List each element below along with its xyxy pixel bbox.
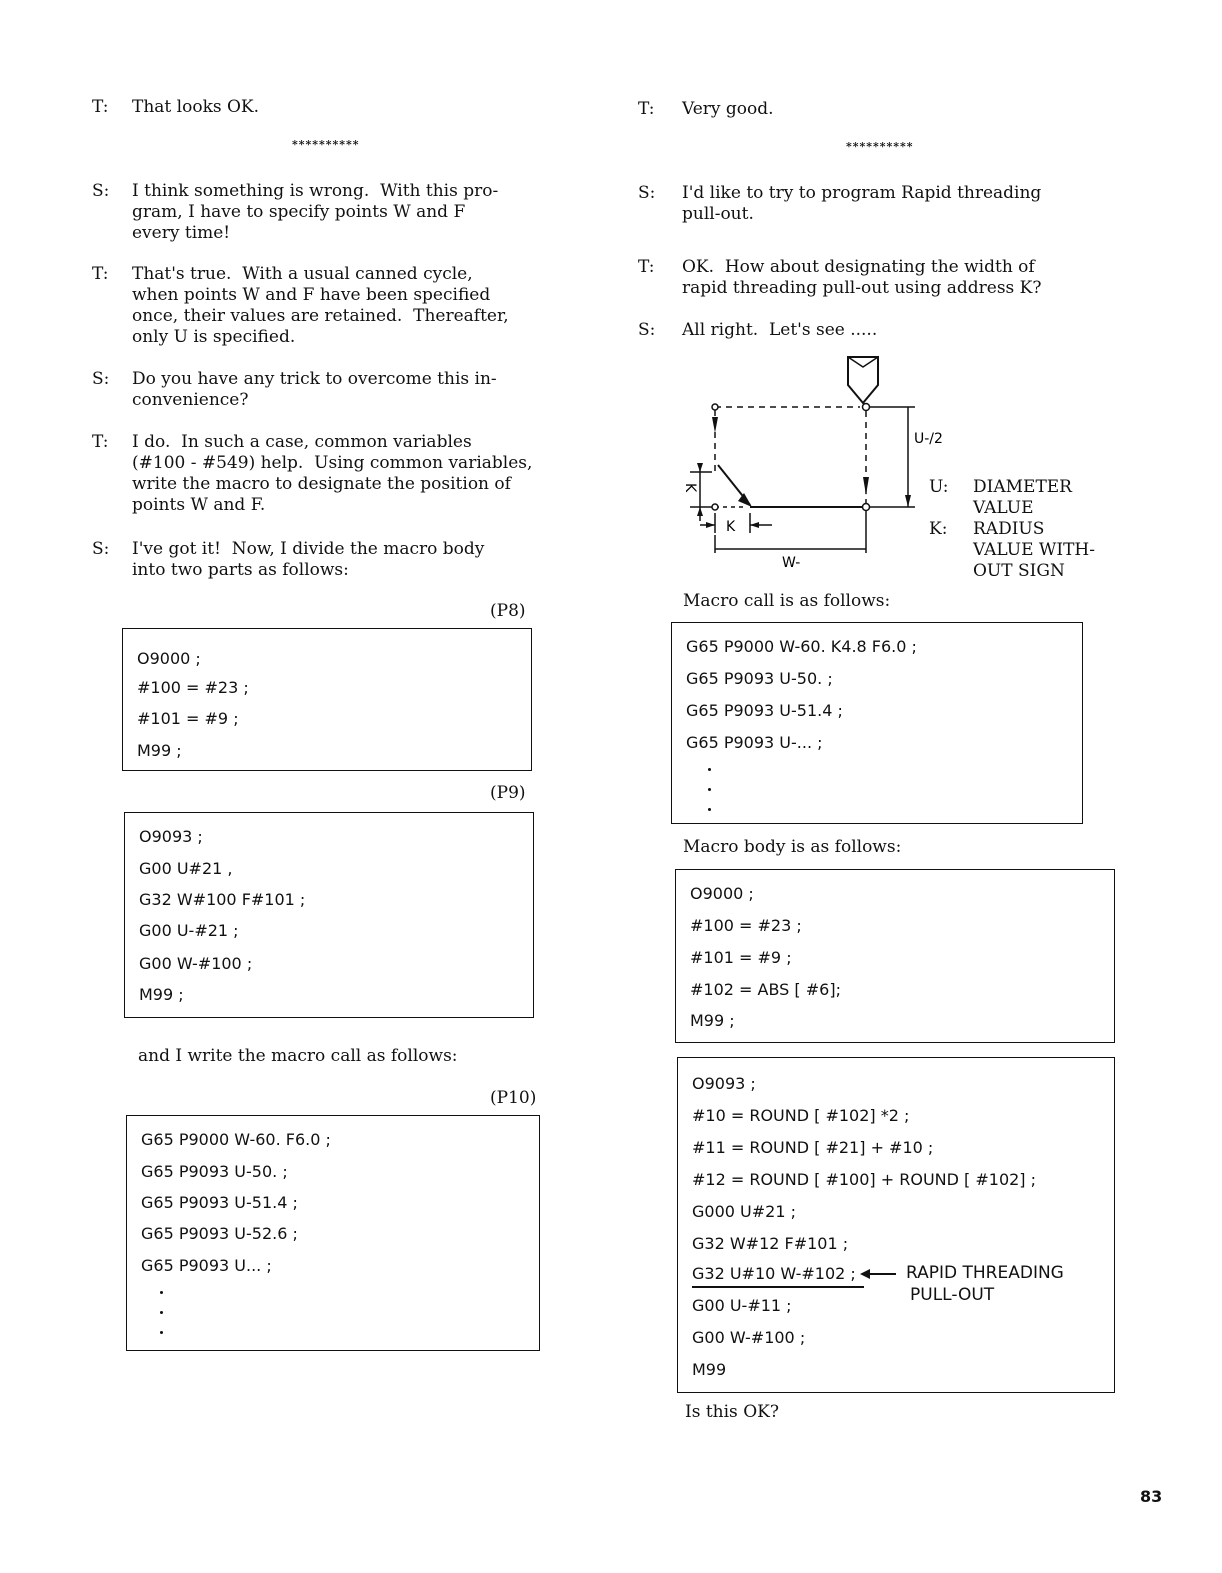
text-line: All right. Let's see .....: [682, 320, 878, 340]
code-line: G00 U-#21 ;: [139, 921, 239, 940]
legend-line: VALUE: [973, 498, 1034, 518]
code-line: G65 P9000 W-60. F6.0 ;: [141, 1130, 331, 1149]
code-line: G65 P9093 U-50. ;: [141, 1162, 288, 1181]
ellipsis-dot: [708, 808, 711, 811]
u-half-label: U-/2: [914, 431, 943, 447]
legend-k-key: K:: [929, 519, 948, 539]
dialog-text: [682, 183, 1041, 225]
text-line: I do. In such a case, common variables: [132, 432, 472, 452]
code-box-p10: [126, 1115, 540, 1351]
code-line: O9093 ;: [692, 1074, 756, 1093]
text-line: points W and F.: [132, 495, 266, 515]
program-label-p8: (P8): [490, 601, 526, 621]
speaker-label: S:: [92, 369, 110, 389]
corner-point: [712, 504, 718, 510]
code-line: G00 W-#100 ;: [139, 954, 253, 973]
dialog-text: [132, 181, 498, 244]
program-label-p10: (P10): [490, 1088, 537, 1108]
text-line: OK. How about designating the width of: [682, 257, 1035, 277]
speaker-label: T:: [638, 257, 655, 277]
legend-line: OUT SIGN: [973, 561, 1065, 581]
arrow-left-icon: [858, 1264, 898, 1284]
dialog-text: [132, 369, 497, 411]
code-line: O9000 ;: [137, 649, 201, 668]
text-line: I've got it! Now, I divide the macro body: [132, 539, 485, 559]
text-line: Do you have any trick to overcome this in-: [132, 369, 497, 389]
text-line: write the macro to designate the position of: [132, 474, 511, 494]
text-line: Is this OK?: [685, 1402, 779, 1422]
code-line-highlighted: G32 U#10 W-#102 ;: [692, 1264, 856, 1283]
speaker-label: T:: [638, 99, 655, 119]
text-line: Very good.: [682, 99, 774, 119]
ellipsis-dot: [708, 788, 711, 791]
ellipsis-dot: [708, 768, 711, 771]
page-number: 83: [1140, 1487, 1163, 1506]
legend-k-text: [973, 519, 1095, 582]
macro-call-intro: [683, 591, 890, 612]
annotation-line: PULL-OUT: [910, 1285, 995, 1305]
ellipsis-dot: [160, 1331, 163, 1334]
dialog-text: [132, 432, 532, 516]
body-paragraph: [138, 1046, 458, 1067]
dialog-text: [132, 264, 509, 348]
code-box-body-o9000: [675, 869, 1115, 1043]
text-line: only U is specified.: [132, 327, 296, 347]
speaker-label: S:: [92, 539, 110, 559]
arrow-down-icon: [863, 477, 869, 495]
code-line: G65 P9093 U... ;: [141, 1256, 272, 1275]
w-label: W-: [782, 555, 801, 571]
code-line: G00 U-#11 ;: [692, 1296, 792, 1315]
legend-line: VALUE WITH-: [973, 540, 1095, 560]
code-line: #100 = #23 ;: [137, 678, 249, 697]
code-line: #101 = #9 ;: [137, 709, 239, 728]
rapid-threading-annotation: [906, 1262, 1064, 1306]
code-box-macro-call: [671, 622, 1083, 824]
code-line: G65 P9093 U-52.6 ;: [141, 1224, 298, 1243]
speaker-label: S:: [638, 183, 656, 203]
code-line: M99: [692, 1360, 727, 1379]
code-line: G000 U#21 ;: [692, 1202, 796, 1221]
code-line: G32 W#100 F#101 ;: [139, 890, 306, 909]
text-line: I'd like to try to program Rapid threading: [682, 183, 1042, 203]
dialog-text: [132, 97, 259, 118]
cutting-tool-icon: [848, 357, 878, 403]
code-line: G65 P9093 U-51.4 ;: [686, 701, 843, 720]
code-line: G65 P9093 U-... ;: [686, 733, 823, 752]
code-line: #100 = #23 ;: [690, 916, 802, 935]
code-line: M99 ;: [137, 741, 182, 760]
text-line: That's true. With a usual canned cycle,: [132, 264, 473, 284]
text-line: convenience?: [132, 390, 249, 410]
text-line: into two parts as follows:: [132, 560, 349, 580]
code-line: G65 P9000 W-60. K4.8 F6.0 ;: [686, 637, 917, 656]
text-line: gram, I have to specify points W and F: [132, 202, 466, 222]
dialog-text: [682, 257, 1042, 299]
annotation-line: RAPID THREADING: [906, 1263, 1064, 1283]
start-point: [712, 404, 718, 410]
text-line: I think something is wrong. With this pro-: [132, 181, 499, 201]
arrow-down-icon: [697, 463, 703, 472]
speaker-label: S:: [638, 320, 656, 340]
text-line: when points W and F have been specified: [132, 285, 491, 305]
arrow-left-icon: [750, 522, 759, 528]
code-line: O9093 ;: [139, 827, 203, 846]
dialog-text: [132, 539, 484, 581]
section-separator: **********: [292, 138, 360, 151]
closing-question: [685, 1402, 779, 1423]
code-box-p9: [124, 812, 534, 1018]
code-box-body-o9093: [677, 1057, 1115, 1393]
code-line: #12 = ROUND [ #100] + ROUND [ #102] ;: [692, 1170, 1037, 1189]
speaker-label: T:: [92, 432, 109, 452]
text-line: Macro call is as follows:: [683, 591, 891, 611]
arrow-down-icon: [905, 495, 911, 507]
dialog-text: [682, 320, 877, 341]
legend-u-key: U:: [929, 477, 949, 497]
ellipsis-dot: [160, 1291, 163, 1294]
k-vertical-label: K: [682, 483, 698, 493]
macro-body-intro: [683, 837, 901, 858]
text-line: That looks OK.: [132, 97, 260, 117]
legend-line: DIAMETER: [973, 477, 1072, 497]
program-label-p9: (P9): [490, 783, 526, 803]
arrow-up-icon: [697, 507, 703, 516]
tool-point: [863, 404, 870, 411]
text-line: every time!: [132, 223, 231, 243]
dialog-text: [682, 99, 774, 120]
arrow-right-icon: [706, 522, 715, 528]
arrow-down-icon: [712, 417, 718, 433]
speaker-label: S:: [92, 181, 110, 201]
text-line: and I write the macro call as follows:: [138, 1046, 458, 1066]
underline: [692, 1286, 864, 1288]
code-line: G00 U#21 ,: [139, 859, 233, 878]
text-line: rapid threading pull-out using address K?: [682, 278, 1042, 298]
legend-line: RADIUS: [973, 519, 1045, 539]
text-line: pull-out.: [682, 204, 754, 224]
code-line: #101 = #9 ;: [690, 948, 792, 967]
code-line: #102 = ABS [ #6];: [690, 980, 841, 999]
threading-pullout-diagram: [670, 345, 943, 575]
code-line: G00 W-#100 ;: [692, 1328, 806, 1347]
k-label: K: [726, 519, 736, 535]
legend-u-text: [973, 477, 1072, 519]
ellipsis-dot: [160, 1311, 163, 1314]
section-separator: **********: [846, 140, 914, 153]
code-line: M99 ;: [690, 1011, 735, 1030]
code-box-p8: [122, 628, 532, 771]
code-line: G65 P9093 U-51.4 ;: [141, 1193, 298, 1212]
text-line: (#100 - #549) help. Using common variables,: [132, 453, 533, 473]
text-line: Macro body is as follows:: [683, 837, 902, 857]
code-line: #10 = ROUND [ #102] *2 ;: [692, 1106, 910, 1125]
speaker-label: T:: [92, 97, 109, 117]
arrow-diagonal-icon: [738, 493, 752, 507]
code-line: O9000 ;: [690, 884, 754, 903]
code-line: G65 P9093 U-50. ;: [686, 669, 833, 688]
code-line: #11 = ROUND [ #21] + #10 ;: [692, 1138, 934, 1157]
end-point: [863, 504, 870, 511]
speaker-label: T:: [92, 264, 109, 284]
code-line: G32 W#12 F#101 ;: [692, 1234, 849, 1253]
code-line: M99 ;: [139, 985, 184, 1004]
text-line: once, their values are retained. Thereafter,: [132, 306, 509, 326]
